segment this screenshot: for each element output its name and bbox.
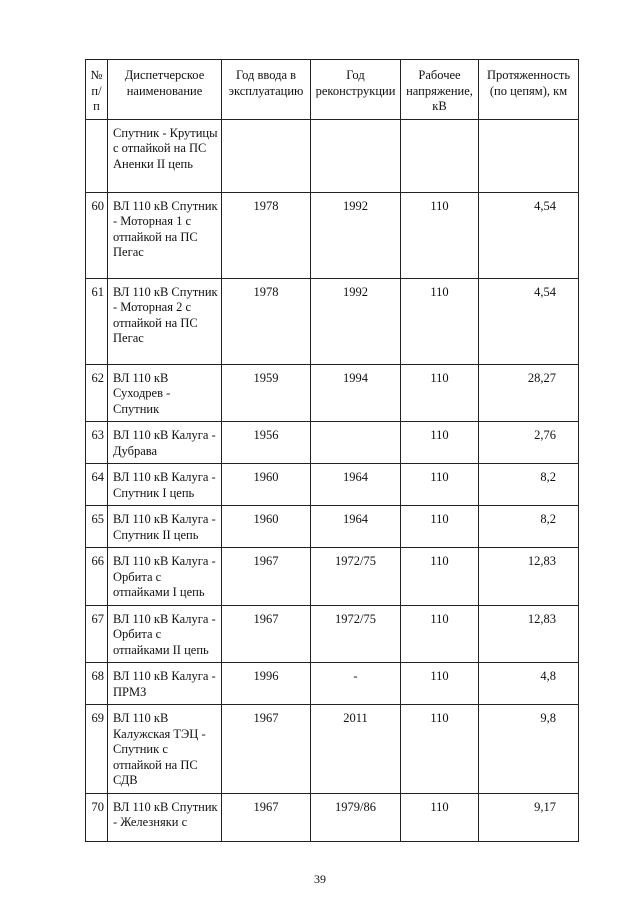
row-voltage	[401, 119, 479, 192]
row-voltage: 110	[401, 793, 479, 841]
row-name: ВЛ 110 кВ Суходрев - Спутник	[108, 364, 222, 422]
row-voltage: 110	[401, 464, 479, 506]
row-num: 67	[86, 605, 108, 663]
row-num: 68	[86, 663, 108, 705]
table-header-row	[86, 60, 579, 120]
row-num: 63	[86, 422, 108, 464]
row-commission-year: 1967	[222, 548, 311, 606]
row-commission-year: 1960	[222, 464, 311, 506]
row-voltage: 110	[401, 605, 479, 663]
row-name: ВЛ 110 кВ Калуга - Орбита с отпайками II цепь	[108, 605, 222, 663]
row-name: ВЛ 110 кВ Калуга - Дубрава	[108, 422, 222, 464]
row-reconstruction-year: 1992	[311, 192, 401, 278]
table-row	[86, 605, 579, 663]
table-row	[86, 793, 579, 841]
row-voltage: 110	[401, 364, 479, 422]
row-commission-year: 1967	[222, 605, 311, 663]
table-row	[86, 119, 579, 192]
header-voltage: Рабочее напряжение, кВ	[401, 60, 479, 120]
row-voltage: 110	[401, 278, 479, 364]
row-reconstruction-year: -	[311, 663, 401, 705]
row-name: ВЛ 110 кВ Калуга - ПРМЗ	[108, 663, 222, 705]
row-commission-year	[222, 119, 311, 192]
row-commission-year: 1978	[222, 278, 311, 364]
row-name: ВЛ 110 кВ Калуга - Спутник I цепь	[108, 464, 222, 506]
table-row	[86, 705, 579, 794]
row-num: 66	[86, 548, 108, 606]
row-reconstruction-year: 1994	[311, 364, 401, 422]
row-reconstruction-year: 1964	[311, 464, 401, 506]
table-row	[86, 548, 579, 606]
table-row	[86, 464, 579, 506]
table-body	[86, 119, 579, 841]
row-length: 12,83	[479, 605, 579, 663]
row-length: 4,54	[479, 278, 579, 364]
row-reconstruction-year: 1964	[311, 506, 401, 548]
row-length: 2,76	[479, 422, 579, 464]
row-length: 8,2	[479, 464, 579, 506]
row-name: ВЛ 110 кВ Спутник - Моторная 1 с отпайкой на ПС Пегас	[108, 192, 222, 278]
table-row	[86, 663, 579, 705]
row-name: ВЛ 110 кВ Калуга - Спутник II цепь	[108, 506, 222, 548]
row-reconstruction-year: 1979/86	[311, 793, 401, 841]
row-length: 12,83	[479, 548, 579, 606]
row-reconstruction-year: 1972/75	[311, 548, 401, 606]
row-num: 69	[86, 705, 108, 794]
row-commission-year: 1996	[222, 663, 311, 705]
header-name: Диспетчерское наименование	[108, 60, 222, 120]
row-voltage: 110	[401, 422, 479, 464]
row-reconstruction-year	[311, 119, 401, 192]
row-name: ВЛ 110 кВ Калуга - Орбита с отпайками I цепь	[108, 548, 222, 606]
row-length: 9,8	[479, 705, 579, 794]
row-num: 70	[86, 793, 108, 841]
row-name: ВЛ 110 кВ Калужская ТЭЦ - Спутник с отпайкой на ПС СДВ	[108, 705, 222, 794]
row-length: 28,27	[479, 364, 579, 422]
row-voltage: 110	[401, 663, 479, 705]
row-name: ВЛ 110 кВ Спутник - Моторная 2 с отпайкой на ПС Пегас	[108, 278, 222, 364]
row-reconstruction-year: 1972/75	[311, 605, 401, 663]
header-commission-year: Год ввода в эксплуатацию	[222, 60, 311, 120]
row-num: 60	[86, 192, 108, 278]
row-length: 9,17	[479, 793, 579, 841]
power-lines-table	[85, 59, 579, 842]
row-reconstruction-year	[311, 422, 401, 464]
row-num: 64	[86, 464, 108, 506]
row-commission-year: 1959	[222, 364, 311, 422]
row-voltage: 110	[401, 548, 479, 606]
row-commission-year: 1967	[222, 793, 311, 841]
row-voltage: 110	[401, 192, 479, 278]
header-length: Протяженность (по цепям), км	[479, 60, 579, 120]
row-num	[86, 119, 108, 192]
row-length: 4,8	[479, 663, 579, 705]
row-commission-year: 1960	[222, 506, 311, 548]
row-length: 4,54	[479, 192, 579, 278]
table-row	[86, 192, 579, 278]
header-reconstruction-year: Год реконструкции	[311, 60, 401, 120]
page-number: 39	[314, 872, 326, 886]
row-voltage: 110	[401, 506, 479, 548]
table-row	[86, 422, 579, 464]
row-num: 61	[86, 278, 108, 364]
row-num: 62	[86, 364, 108, 422]
row-name: Спутник - Крутицы с отпайкой на ПС Аненки II цепь	[108, 119, 222, 192]
row-length	[479, 119, 579, 192]
table-row	[86, 278, 579, 364]
row-commission-year: 1978	[222, 192, 311, 278]
row-num: 65	[86, 506, 108, 548]
header-num: № п/п	[86, 60, 108, 120]
table-row	[86, 506, 579, 548]
row-name: ВЛ 110 кВ Спутник - Железняки с	[108, 793, 222, 841]
row-reconstruction-year: 1992	[311, 278, 401, 364]
row-voltage: 110	[401, 705, 479, 794]
row-reconstruction-year: 2011	[311, 705, 401, 794]
row-commission-year: 1967	[222, 705, 311, 794]
table-row	[86, 364, 579, 422]
row-commission-year: 1956	[222, 422, 311, 464]
row-length: 8,2	[479, 506, 579, 548]
